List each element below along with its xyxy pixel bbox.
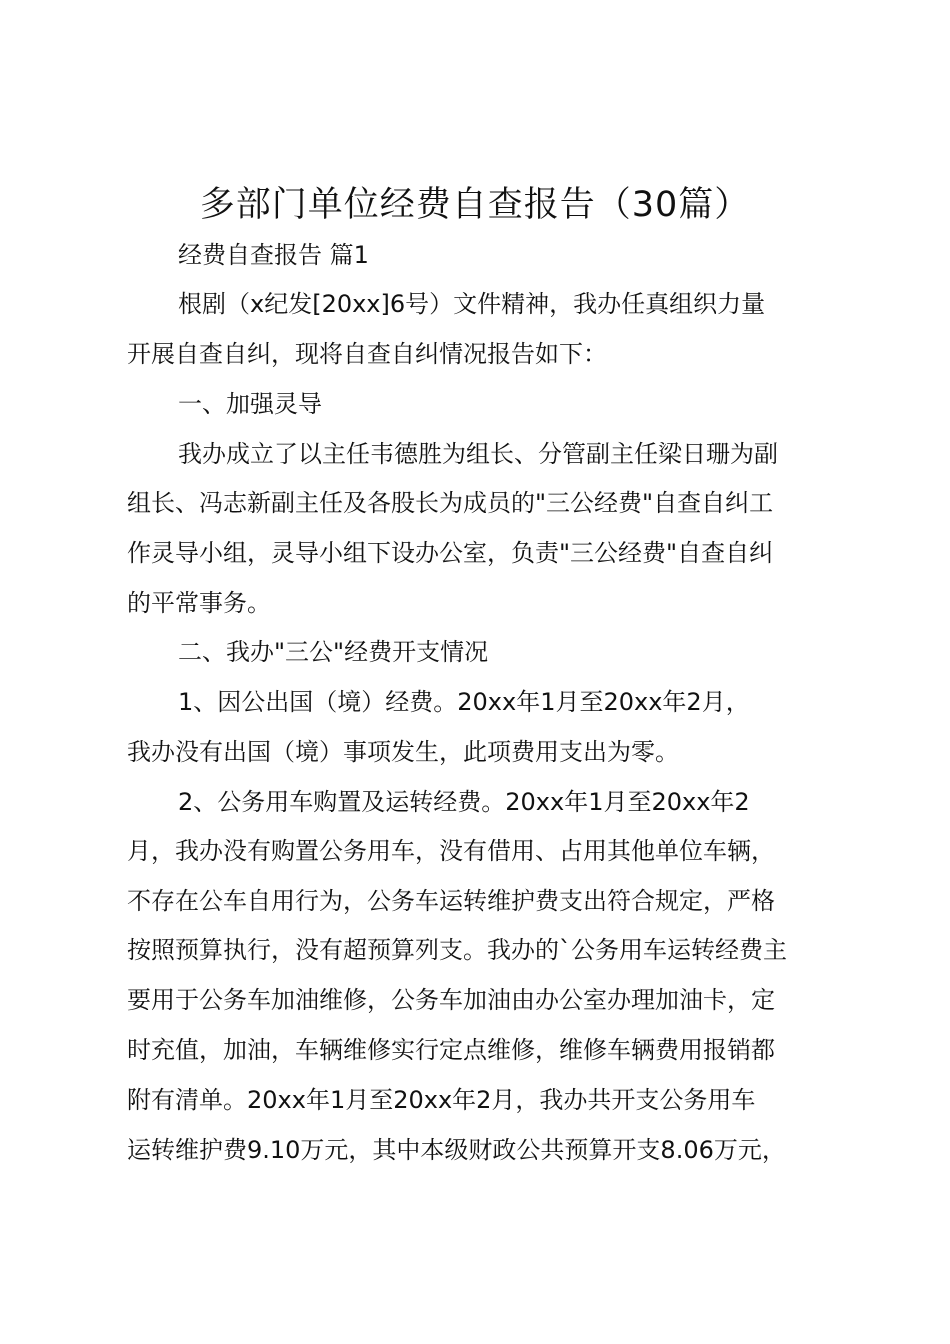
section-heading: 二、我办"三公"经费开支情况 — [178, 638, 489, 666]
paragraph-line: 要用于公务车加油维修，公务车加油由办公室办理加油卡，定 — [127, 986, 775, 1014]
document-title: 多部门单位经费自查报告（30篇） — [199, 185, 751, 225]
paragraph-line: 的平常事务。 — [127, 589, 271, 617]
paragraph-line: 按照预算执行，没有超预算列支。我办的`公务用车运转经费主 — [127, 936, 787, 964]
paragraph-line: 组长、冯志新副主任及各股长为成员的"三公经费"自查自纠工 — [127, 489, 774, 517]
paragraph-line: 我办成立了以主任韦德胜为组长、分管副主任梁日珊为副 — [178, 440, 778, 468]
paragraph-line: 月，我办没有购置公务用车，没有借用、占用其他单位车辆， — [127, 837, 775, 865]
section-heading: 一、加强灵导 — [178, 390, 322, 418]
paragraph-line: 开展自查自纠，现将自查自纠情况报告如下： — [127, 340, 607, 368]
section-heading: 经费自查报告 篇1 — [178, 241, 369, 269]
paragraph-line: 作灵导小组，灵导小组下设办公室，负责"三公经费"自查自纠 — [127, 539, 774, 567]
paragraph-line: 运转维护费9.10万元，其中本级财政公共预算开支8.06万元， — [127, 1136, 786, 1164]
paragraph-line: 附有清单。20xx年1月至20xx年2月，我办共开支公务用车 — [127, 1086, 756, 1114]
paragraph-line: 我办没有出国（境）事项发生，此项费用支出为零。 — [127, 738, 679, 766]
paragraph-line: 1、因公出国（境）经费。20xx年1月至20xx年2月， — [178, 688, 750, 716]
paragraph-line: 根剧（x纪发[20xx]6号）文件精神，我办任真组织力量 — [178, 290, 766, 318]
paragraph-line: 2、公务用车购置及运转经费。20xx年1月至20xx年2 — [178, 788, 750, 816]
paragraph-line: 不存在公车自用行为，公务车运转维护费支出符合规定，严格 — [127, 887, 775, 915]
paragraph-line: 时充值，加油，车辆维修实行定点维修，维修车辆费用报销都 — [127, 1036, 775, 1064]
